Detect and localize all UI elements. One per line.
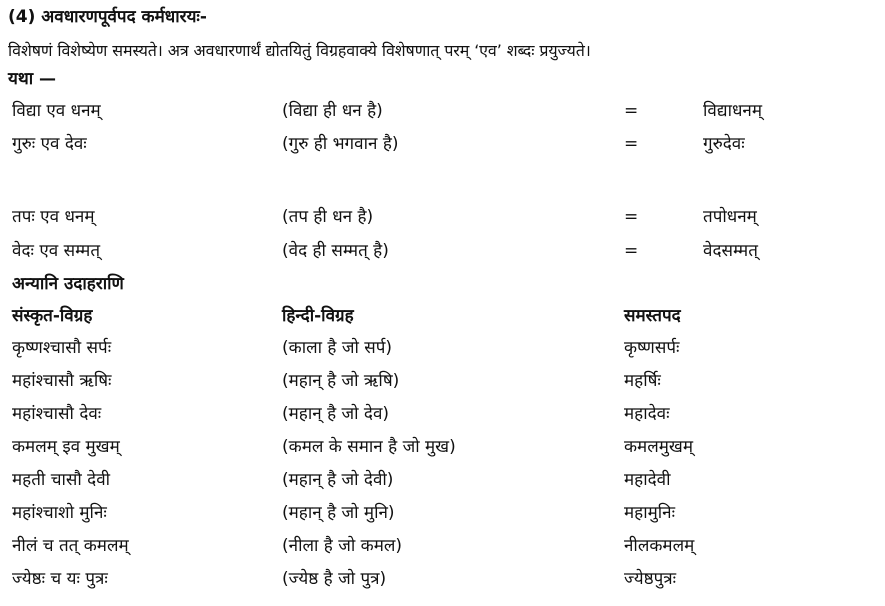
row-compound: कमलमुखम् [624,437,693,457]
row-compound: कृष्णसर्पः [624,338,680,358]
row-hindi: (महान् है जो देवी) [282,470,394,490]
row-compound: ज्येष्ठपुत्रः [624,569,677,589]
row-hindi: (ज्येष्ठ है जो पुत्र) [282,569,387,589]
row-hindi: (महान् है जो ऋषि) [282,371,400,391]
row-compound: महादेवी [624,470,671,490]
row-hindi: (महान् है जो मुनि) [282,503,395,523]
row-hindi: (महान् है जो देव) [282,404,390,424]
header-sanskrit: संस्कृत-विग्रह [12,306,93,326]
section-heading: (4) अवधारणपूर्वपद कर्मधारयः- [8,7,207,27]
example-hindi: (तप ही धन है) [282,207,374,227]
row-hindi: (कमल के समान है जो मुख) [282,437,456,457]
example-compound: तपोधनम् [703,207,757,227]
example-compound: विद्याधनम् [703,101,763,121]
row-sanskrit: महती चासौ देवी [12,470,111,490]
row-compound: नीलकमलम् [624,536,695,556]
example-sanskrit: गुरुः एव देवः [12,134,87,154]
equals-sign: = [624,207,639,227]
example-hindi: (वेद ही सम्मत् है) [282,241,389,261]
row-sanskrit: महांश्चासौ देवः [12,404,102,424]
row-sanskrit: महांश्चासौ ऋषिः [12,371,112,391]
header-hindi: हिन्दी-विग्रह [282,306,354,326]
example-compound: गुरुदेवः [703,134,745,154]
rule-description: विशेषणं विशेष्येण समस्यते। अत्र अवधारणार्थं द्योतयितुं विग्रहवाक्ये विशेषणात् परम् ‘एव’ शब्दः प्रयुज्यते। [8,41,591,60]
example-hindi: (गुरु ही भगवान है) [282,134,399,154]
example-sanskrit: तपः एव धनम् [12,207,95,227]
example-sanskrit: विद्या एव धनम् [12,101,101,121]
row-sanskrit: नीलं च तत् कमलम् [12,536,129,556]
row-sanskrit: कमलम् इव मुखम् [12,437,120,457]
row-sanskrit: कृष्णश्चासौ सर्पः [12,338,112,358]
equals-sign: = [624,101,639,121]
example-sanskrit: वेदः एव सम्मत् [12,241,101,261]
row-compound: महर्षिः [624,371,661,391]
row-hindi: (काला है जो सर्प) [282,338,393,358]
equals-sign: = [624,241,639,261]
example-compound: वेदसम्मत् [703,241,758,261]
row-sanskrit: ज्येष्ठः च यः पुत्रः [12,569,108,589]
row-compound: महामुनिः [624,503,676,523]
example-label: यथा — [8,69,57,89]
row-compound: महादेवः [624,404,670,424]
example-hindi: (विद्या ही धन है) [282,101,383,121]
row-hindi: (नीला है जो कमल) [282,536,403,556]
header-compound: समस्तपद [624,306,681,326]
row-sanskrit: महांश्चाशो मुनिः [12,503,107,523]
other-examples-label: अन्यानि उदाहराणि [12,274,124,294]
equals-sign: = [624,134,639,154]
